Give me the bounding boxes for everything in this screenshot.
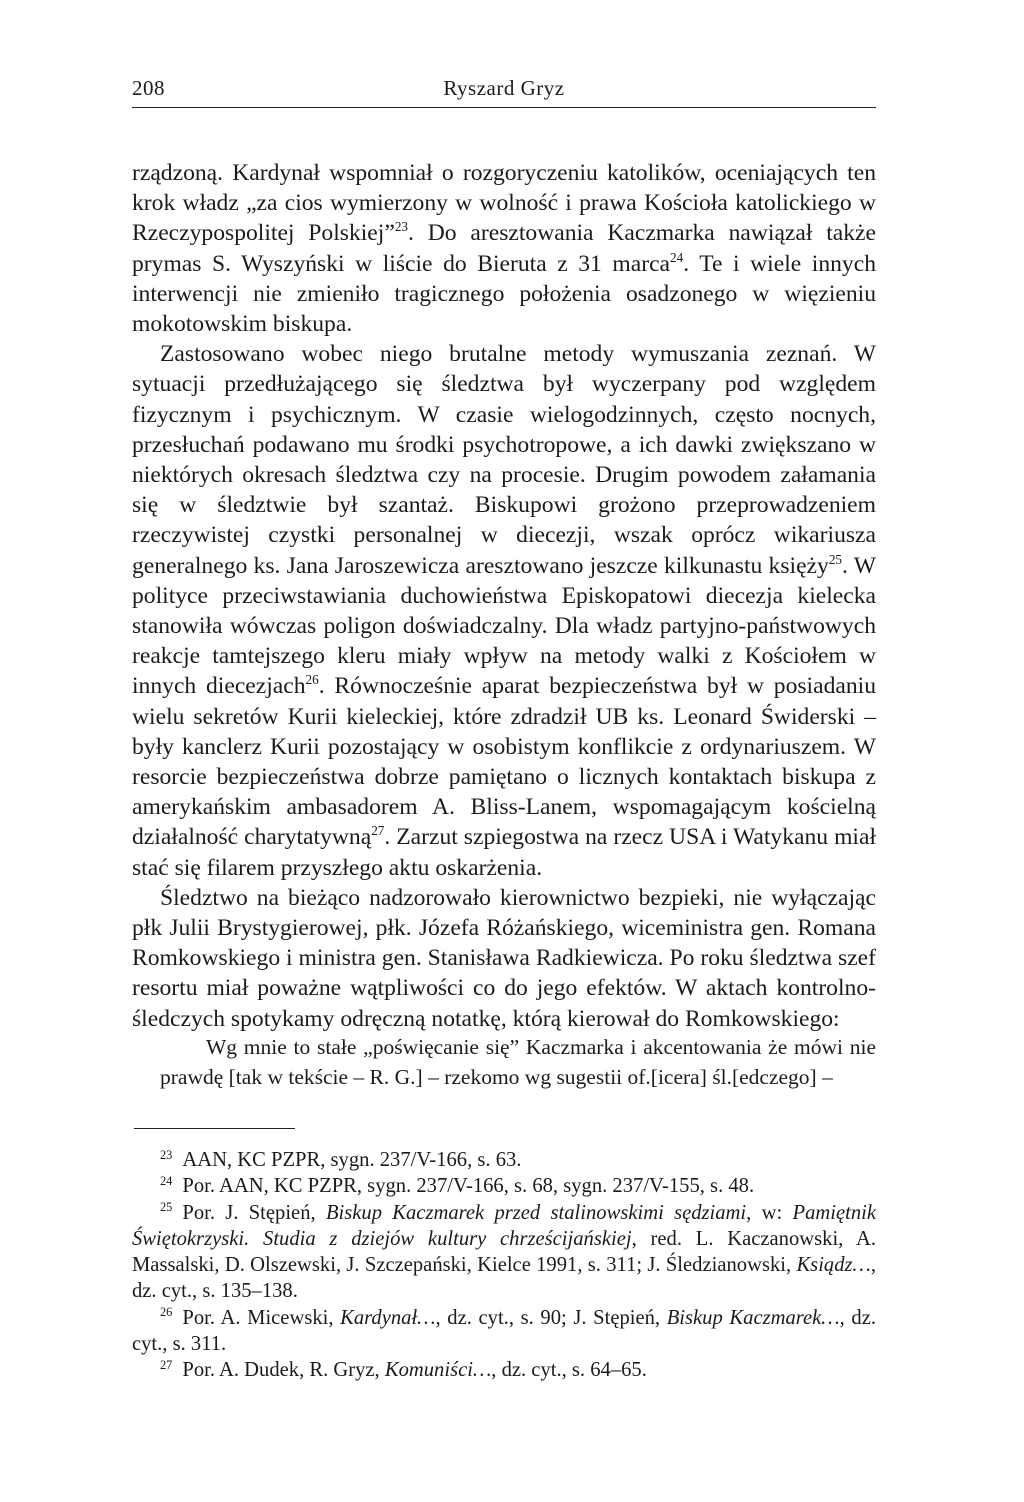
footnote-title: Komuniści…	[384, 1359, 492, 1382]
page-number: 208	[132, 76, 165, 100]
header-rule	[132, 107, 876, 108]
footnote-text: , red. L. Kaczanowski, A. Massalski, D. Olszewski, J. Szczepański, Kielce 1991, s. 311; J. Śledzianowski,	[132, 1227, 876, 1277]
footnote-text: Por. J. Stępień,	[182, 1201, 326, 1224]
quote-text: Wg mnie to stałe „poświęcanie się” Kaczmarka i akcentowania że mówi nie prawdę [tak w tekście – R. G.] – rzekomo wg sugestii of.[icera] śl.[edczego] –	[160, 1035, 876, 1090]
footnote-title: Ksiądz…	[796, 1254, 871, 1277]
footnote-ref-23[interactable]: 23	[394, 219, 409, 235]
running-title: Ryszard Gryz	[443, 76, 565, 100]
footnote-27	[132, 1357, 876, 1383]
main-text	[132, 158, 876, 1034]
footnote-25	[132, 1200, 876, 1305]
footnote-ref-27[interactable]: 27	[371, 823, 385, 839]
text-run: Zastosowano wobec niego brutalne metody wymuszania zeznań. W sytuacji przedłużającego się śledztwa był wyczerpany pod względem fizycznym i psychicznym. W czasie wielogodzinnych, często nocnych, przesłuchań podawano mu środki psychotropowe, a ich dawki zwiększano w niektórych okresach śledztwa czy na procesie. Drugim powodem załamania się w śledztwie był szantaż. Biskupowi grożono przeprowadzeniem rzeczywistej czystki personalnej w diecezji, wszak oprócz wikariusza generalnego ks. Jana Jaroszewicza aresztowano jeszcze kilkunastu księży	[132, 341, 876, 579]
text-run: . W polityce przeciwstawiania duchowieństwa Episkopatowi diecezja kielecka stanowiła wówczas poligon doświadczalny. Dla władz partyjno-państwowych reakcje tamtejszego kleru miały wpływ na metody walki z Kościołem w innych diecezjach	[132, 552, 876, 700]
footnote-text: , dz. cyt., s. 311.	[132, 1306, 876, 1356]
footnote-title: Kardynał…	[340, 1306, 436, 1329]
footnote-text: Por. A. Dudek, R. Gryz,	[182, 1359, 385, 1382]
footnote-ref-25[interactable]: 25	[828, 551, 843, 567]
footnote-title: Pamiętnik Świętokrzyski. Studia z dziejów kultury chrześcijańskiej	[132, 1201, 876, 1250]
footnote-text: Por. AAN, KC PZPR, sygn. 237/V-166, s. 68, sygn. 237/V-155, s. 48.	[182, 1175, 755, 1198]
footnote-text: , dz. cyt., s. 135–138.	[132, 1254, 876, 1303]
paragraph-1	[132, 158, 876, 339]
running-head	[132, 76, 876, 106]
text-run: rządzoną. Kardynał wspomniał o rozgoryczeniu katolików, oceniających ten krok władz „za cios wymierzony w wolność i prawa Kościoła katolickiego w Rzeczypospolitej Polskiej”	[132, 160, 876, 247]
footnote-26	[132, 1305, 876, 1358]
footnote-title: Biskup Kaczmarek przed stalinowskimi sędziami	[325, 1201, 747, 1224]
footnote-number: 24	[160, 1173, 173, 1188]
footnote-rule	[134, 1128, 295, 1129]
footnote-text: , w:	[746, 1201, 793, 1224]
footnote-text: , dz. cyt., s. 64–65.	[491, 1359, 647, 1382]
text-run: . Do aresztowania Kaczmarka nawiązał także prymas S. Wyszyński w liście do Bieruta z 31 marca	[132, 220, 876, 277]
block-quote	[160, 1032, 876, 1092]
footnote-text: , dz. cyt., s. 90; J. Stępień,	[435, 1306, 667, 1329]
text-run: . Te i wiele innych interwencji nie zmieniło tragicznego położenia osadzonego w więzieniu mokotowskim biskupa.	[132, 250, 876, 338]
text-run: . Zarzut szpiegostwa na rzecz USA i Watykanu miał stać się filarem przyszłego aktu oskarżenia.	[132, 824, 876, 881]
text-run: . Równocześnie aparat bezpieczeństwa był w posiadaniu wielu sekretów Kurii kieleckiej, które zdradził UB ks. Leonard Świderski – były kanclerz Kurii pozostający w osobistym konflikcie z ordynariuszem. W resorcie bezpieczeństwa dobrze pamiętano o licznych kontaktach biskupa z amerykańskim ambasadorem A. Bliss-Lanem, wspomagającym kościelną działalność charytatywną	[132, 673, 877, 851]
footnote-title: Biskup Kaczmarek…	[666, 1306, 840, 1329]
footnote-number: 26	[160, 1305, 173, 1320]
footnote-number: 25	[160, 1200, 173, 1215]
footnote-text: AAN, KC PZPR, sygn. 237/V-166, s. 63.	[182, 1149, 522, 1171]
footnote-23	[132, 1147, 876, 1173]
footnotes	[132, 1147, 876, 1384]
footnote-24	[132, 1173, 876, 1199]
paragraph-2	[132, 339, 876, 883]
paragraph-3: Śledztwo na bieżąco nadzorowało kierownictwo bezpieki, nie wyłączając płk Julii Brystygierowej, płk. Józefa Różańskiego, wiceministra gen. Romana Romkowskiego i ministra gen. Stanisława Radkiewicza. Po roku śledztwa szef resortu miał poważne wątpliwości co do jego efektów. W aktach kontrolno-śledczych spotykamy odręczną notatkę, którą kierował do Romkowskiego:	[132, 884, 876, 1032]
footnote-ref-26[interactable]: 26	[305, 672, 319, 688]
footnote-number: 27	[160, 1357, 173, 1372]
footnote-ref-24[interactable]: 24	[670, 249, 684, 265]
footnote-text: Por. A. Micewski,	[182, 1306, 341, 1329]
footnote-number: 23	[160, 1147, 173, 1162]
